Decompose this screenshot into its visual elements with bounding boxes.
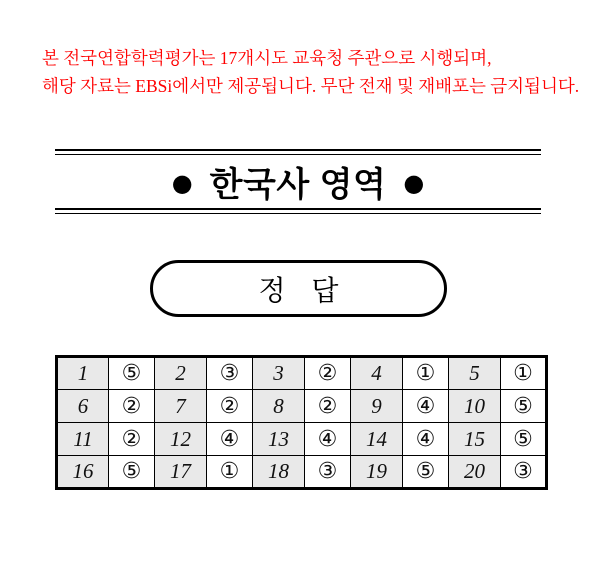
table-row [57, 423, 547, 456]
table-row [57, 456, 547, 489]
answer-label-box [150, 260, 447, 317]
answer-choice-cell: ⑤ [501, 423, 547, 456]
answer-choice-cell: ⑤ [109, 456, 155, 489]
answer-choice-cell: ② [109, 423, 155, 456]
answer-table-body [57, 357, 547, 489]
copyright-notice [42, 44, 579, 100]
question-number-cell: 2 [155, 357, 207, 390]
answer-choice-cell: ② [207, 390, 253, 423]
question-number-cell: 17 [155, 456, 207, 489]
table-row [57, 390, 547, 423]
question-number-cell: 20 [449, 456, 501, 489]
section-title-row [55, 155, 541, 208]
table-row [57, 357, 547, 390]
answer-choice-cell: ① [207, 456, 253, 489]
answer-choice-cell: ③ [207, 357, 253, 390]
question-number-cell: 16 [57, 456, 109, 489]
answer-choice-cell: ④ [207, 423, 253, 456]
header-bottom-rule [55, 208, 541, 214]
notice-line-1: 본 전국연합학력평가는 17개시도 교육청 주관으로 시행되며, [42, 48, 492, 68]
question-number-cell: 19 [351, 456, 403, 489]
answer-choice-cell: ① [403, 357, 449, 390]
question-number-cell: 1 [57, 357, 109, 390]
question-number-cell: 6 [57, 390, 109, 423]
question-number-cell: 9 [351, 390, 403, 423]
question-number-cell: 3 [253, 357, 305, 390]
bullet-icon-left: ● [171, 168, 193, 197]
answer-label: 정 답 [258, 274, 339, 306]
question-number-cell: 7 [155, 390, 207, 423]
answer-choice-cell: ① [501, 357, 547, 390]
answer-choice-cell: ⑤ [501, 390, 547, 423]
answer-choice-cell: ④ [403, 423, 449, 456]
question-number-cell: 8 [253, 390, 305, 423]
section-header [55, 149, 541, 214]
notice-line-2: 해당 자료는 EBSi에서만 제공됩니다. 무단 전재 및 재배포는 금지됩니다. [42, 76, 580, 96]
question-number-cell: 4 [351, 357, 403, 390]
answer-choice-cell: ④ [403, 390, 449, 423]
question-number-cell: 11 [57, 423, 109, 456]
bullet-icon-right: ● [403, 168, 425, 197]
question-number-cell: 10 [449, 390, 501, 423]
question-number-cell: 12 [155, 423, 207, 456]
answer-table [55, 355, 548, 490]
section-title: 한국사 영역 [209, 166, 387, 204]
question-number-cell: 18 [253, 456, 305, 489]
answer-choice-cell: ② [305, 357, 351, 390]
question-number-cell: 14 [351, 423, 403, 456]
answer-choice-cell: ③ [501, 456, 547, 489]
answer-choice-cell: ⑤ [109, 357, 155, 390]
question-number-cell: 5 [449, 357, 501, 390]
answer-choice-cell: ⑤ [403, 456, 449, 489]
answer-choice-cell: ③ [305, 456, 351, 489]
question-number-cell: 15 [449, 423, 501, 456]
question-number-cell: 13 [253, 423, 305, 456]
answer-choice-cell: ④ [305, 423, 351, 456]
answer-choice-cell: ② [305, 390, 351, 423]
answer-choice-cell: ② [109, 390, 155, 423]
